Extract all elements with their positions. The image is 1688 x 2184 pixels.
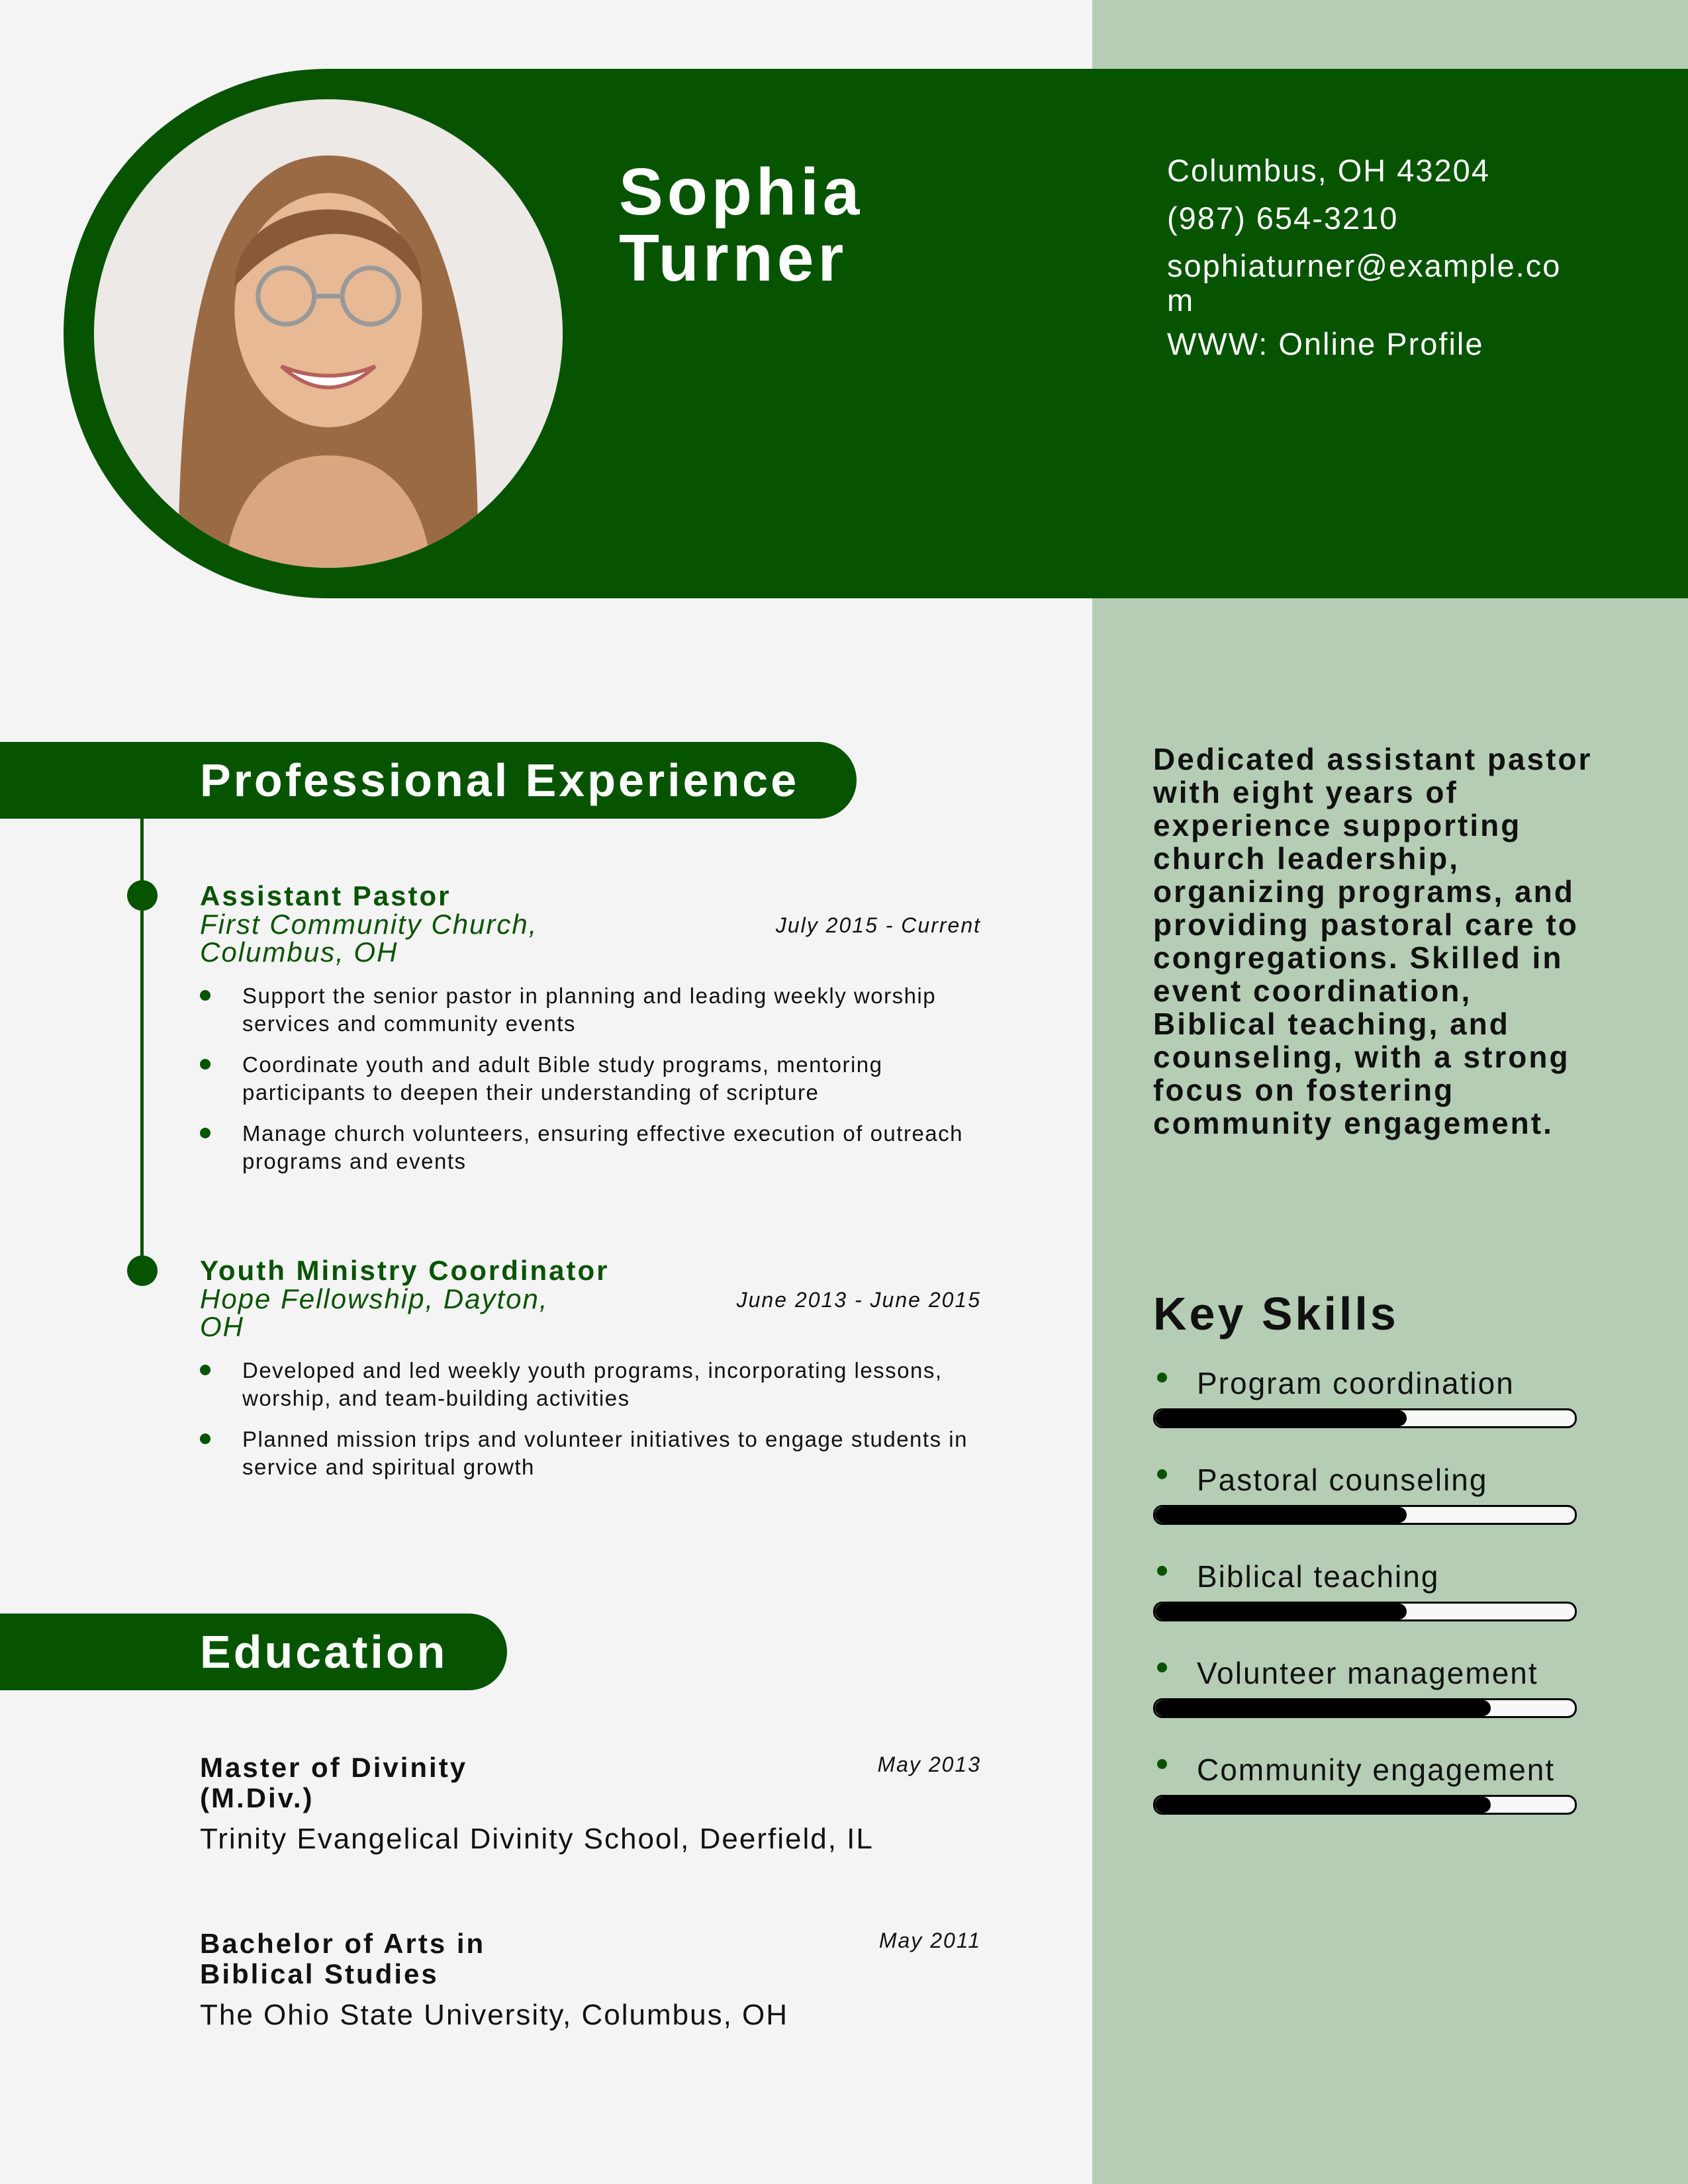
degree-title: Master of Divinity (M.Div.) [200,1752,468,1813]
list-item: Developed and led weekly youth programs, incorporating lessons, worship, and team-building activities [200,1357,981,1412]
education-date: May 2013 [877,1752,981,1776]
skill-label: Community engagement [1153,1752,1577,1787]
list-item: Coordinate youth and adult Bible study programs, mentoring participants to deepen their understanding of scripture [200,1051,981,1107]
address-text: Columbus, OH 43204 [1167,153,1490,188]
job-organization: First Community Church, Columbus, OH [200,909,538,968]
online-profile-link[interactable]: WWW: Online Profile [1167,326,1484,361]
professional-summary: Dedicated assistant pastor with eight years of experience supporting church leadership, organizing programs, and providing pastoral care to congregations. Skilled in event coordination, Biblical teaching, and counseling, with a strong focus on fostering community engagement. [1153,742,1593,1140]
skill-level-bar [1153,1408,1577,1428]
candidate-name [619,155,864,295]
list-item: Manage church volunteers, ensuring effective execution of outreach programs and events [200,1120,981,1175]
education-entry [200,1929,981,2032]
degree-title: Bachelor of Arts in Biblical Studies [200,1928,486,1989]
skill-item [1153,1366,1577,1428]
email-link[interactable]: sophiaturner@example.com [1167,248,1562,318]
first-name: Sophia [619,155,864,229]
list-item: Support the senior pastor in planning and leading weekly worship services and community events [200,982,981,1038]
skill-level-bar [1153,1795,1577,1815]
last-name: Turner [619,221,848,295]
skill-level-bar [1153,1505,1577,1525]
timeline-dot [127,880,158,911]
skill-item [1153,1463,1577,1525]
skill-level-fill [1155,1797,1491,1813]
experience-heading: Professional Experience [0,742,857,819]
timeline-dot [127,1255,158,1286]
skill-level-fill [1155,1700,1491,1716]
education-date: May 2011 [878,1929,981,1952]
skill-label: Volunteer management [1153,1656,1577,1690]
skill-label: Pastoral counseling [1153,1463,1577,1497]
list-item: Planned mission trips and volunteer initiatives to engage students in service and spiritual growth [200,1426,981,1481]
skill-item [1153,1559,1577,1621]
job-entry [200,882,981,1189]
skill-item [1153,1752,1577,1815]
education-entry [200,1752,981,1856]
school-name: The Ohio State University, Columbus, OH [200,1999,789,2031]
job-bullets [200,1357,981,1481]
skill-item [1153,1656,1577,1718]
portrait-illustration [94,99,563,568]
job-entry [200,1256,981,1494]
job-title: Youth Ministry Coordinator [200,1255,610,1286]
contact-info [1167,154,1577,375]
job-organization: Hope Fellowship, Dayton, OH [200,1283,549,1342]
education-heading: Education [0,1614,507,1690]
skill-level-bar [1153,1602,1577,1621]
job-dates: July 2015 - Current [775,913,981,937]
skills-heading: Key Skills [1153,1288,1399,1340]
job-bullets [200,982,981,1175]
skill-label: Biblical teaching [1153,1559,1577,1594]
school-name: Trinity Evangelical Divinity School, Deerfield, IL [200,1823,874,1855]
skill-label: Program coordination [1153,1366,1577,1400]
job-dates: June 2013 - June 2015 [736,1288,981,1312]
phone-text: (987) 654-3210 [1167,201,1399,236]
skill-level-fill [1155,1410,1407,1426]
job-title: Assistant Pastor [200,880,451,911]
skill-level-bar [1153,1698,1577,1718]
skill-level-fill [1155,1604,1407,1619]
profile-photo [94,99,563,568]
skill-level-fill [1155,1507,1407,1523]
